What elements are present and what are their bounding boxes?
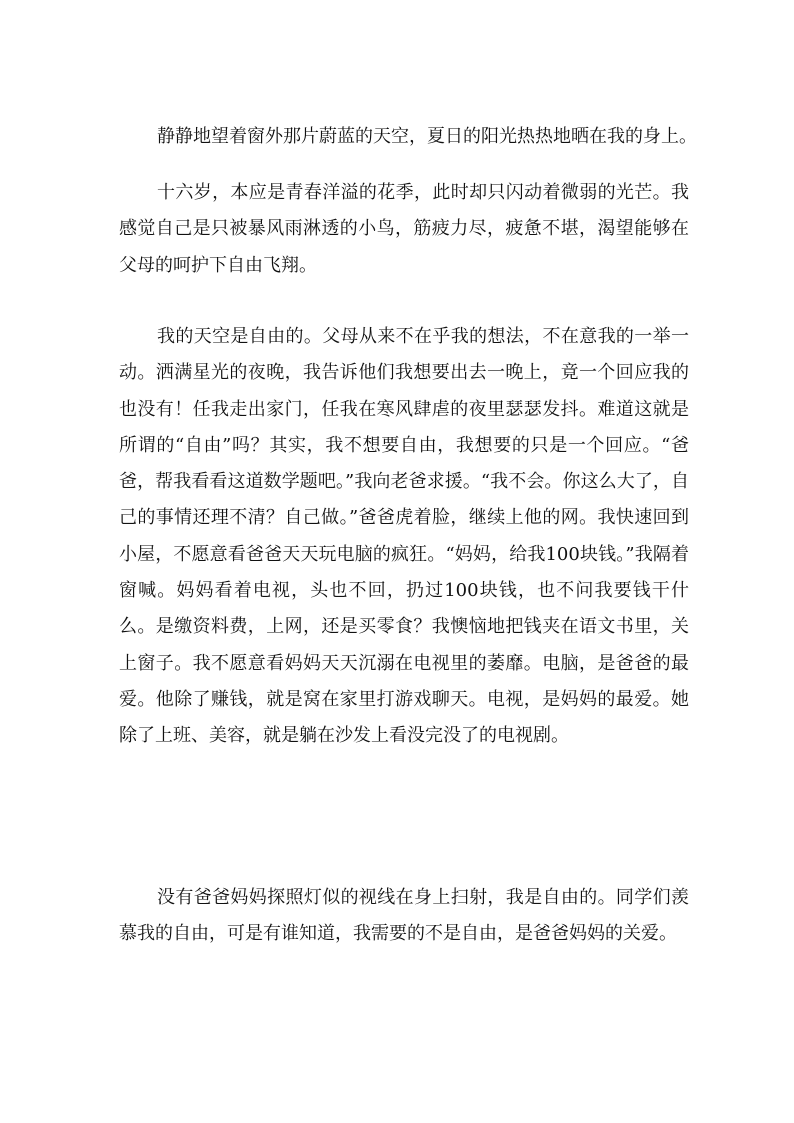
paragraph-3: 我的天空是自由的。父母从来不在乎我的想法，不在意我的一举一动。洒满星光的夜晚，我告诉他们我想要出去一晚上，竟一个回应我的也没有！任我走出家门，任我在寒风肆虐的夜里瑟瑟发抖。难道这就是所谓的“自由”吗？其实，我不想要自由，我想要的只是一个回应。“爸爸，帮我看看这道数学题吧。”我向老爸求援。“我不会。你这么大了，自己的事情还理不清？自己做。”爸爸虎着脸，继续上他的网。我快速回到小屋，不愿意看爸爸天天玩电脑的疯狂。“妈妈，给我100块钱。”我隔着窗喊。妈妈看着电视，头也不回，扔过100块钱，也不问我要钱干什么。是缴资料费，上网，还是买零食？我懊恼地把钱夹在语文书里，关上窗子。我不愿意看妈妈天天沉溺在电视里的萎靡。电脑，是爸爸的最爱。他除了赚钱，就是窝在家里打游戏聊天。电视，是妈妈的最爱。她除了上班、美容，就是躺在沙发上看没完没了的电视剧。: [119, 326, 689, 747]
paragraph-2: 十六岁，本应是青春洋溢的花季，此时却只闪动着微弱的光芒。我感觉自己是只被暴风雨淋透的小鸟，筋疲力尽，疲惫不堪，渴望能够在父母的呵护下自由飞翔。: [119, 182, 689, 276]
paragraph-1: 静静地望着窗外那片蔚蓝的天空，夏日的阳光热热地晒在我的身上。: [157, 126, 697, 147]
paragraph-4: 没有爸爸妈妈探照灯似的视线在身上扫射，我是自由的。同学们羡慕我的自由，可是有谁知道，我需要的不是自由，是爸爸妈妈的关爱。: [119, 887, 689, 945]
